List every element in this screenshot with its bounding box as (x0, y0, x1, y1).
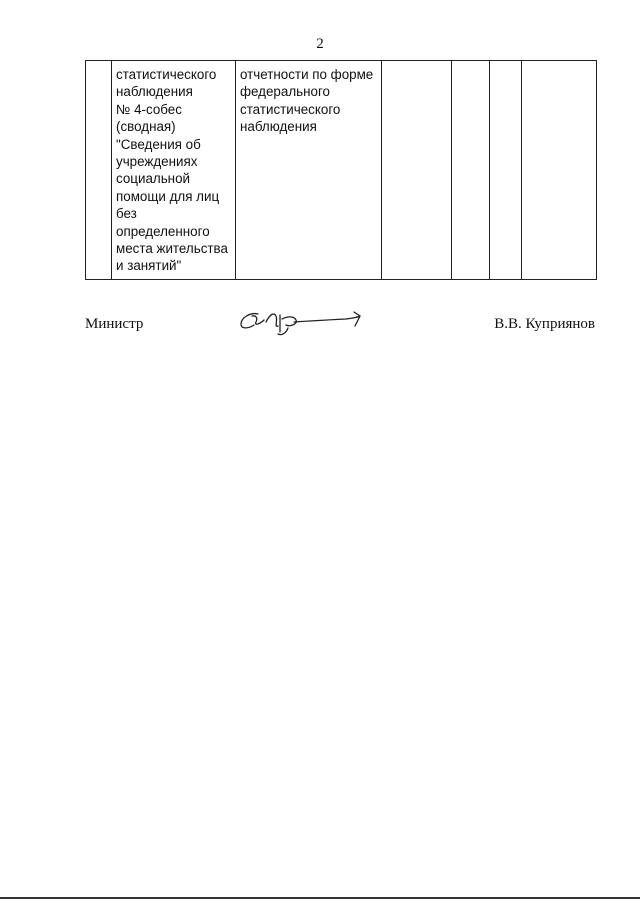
table-cell-index (86, 61, 112, 280)
page-number: 2 (316, 36, 324, 52)
scan-bottom-edge (0, 897, 640, 899)
table-row (86, 61, 597, 280)
signer-role: Министр (85, 316, 144, 332)
table-cell-empty-2 (452, 61, 490, 280)
table-cell-empty-3 (490, 61, 522, 280)
table-cell-form-description (236, 61, 382, 280)
table-cell-form-name (112, 61, 236, 280)
form-description-text: отчетности по форме федерального статистического наблюдения (240, 67, 374, 135)
continuation-table (85, 60, 597, 280)
form-name-text: статистического наблюдения № 4-собес (сводная) "Сведения об учреждениях социальной помощи для лиц без определенного места жительства и занятий" (116, 67, 228, 274)
table-cell-empty-1 (382, 61, 452, 280)
signer-name: В.В. Куприянов (494, 316, 595, 332)
signature-block (0, 304, 640, 344)
table-cell-empty-4 (522, 61, 597, 280)
handwritten-signature-icon (236, 306, 368, 338)
